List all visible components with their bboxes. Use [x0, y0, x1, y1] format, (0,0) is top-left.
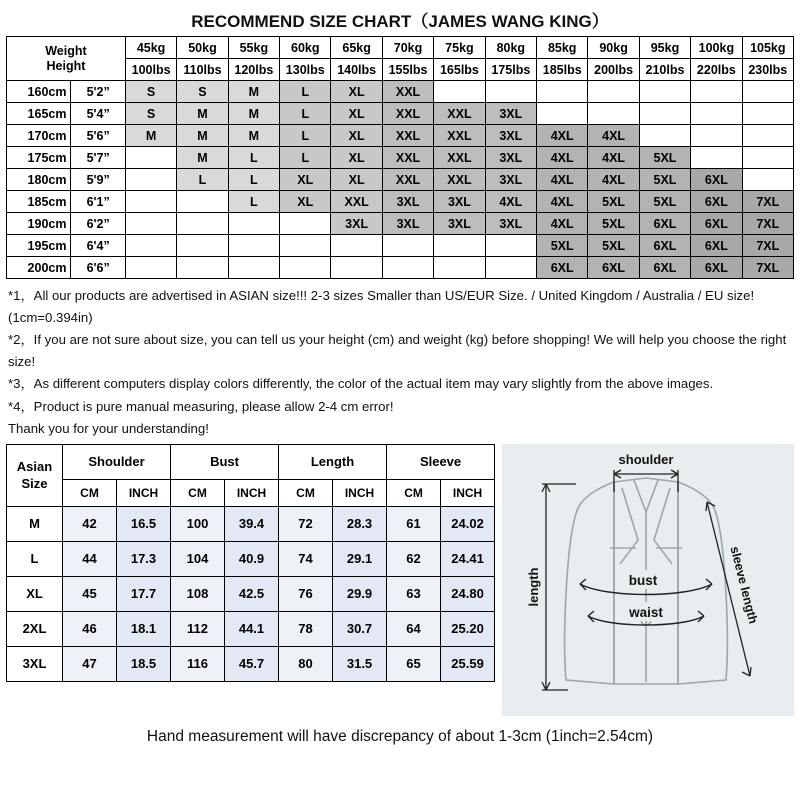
- height-cm: 170cm: [7, 125, 71, 147]
- size-cell: XL: [331, 103, 382, 125]
- measure-value: 42: [63, 506, 117, 541]
- height-ft: 6'6”: [71, 257, 125, 279]
- size-cell: L: [280, 103, 331, 125]
- size-cell: XL: [331, 81, 382, 103]
- measure-value: 108: [171, 576, 225, 611]
- size-cell: L: [280, 81, 331, 103]
- size-cell: 3XL: [382, 191, 433, 213]
- size-cell: 4XL: [537, 169, 588, 191]
- lb-header-10: 210lbs: [639, 59, 690, 81]
- size-cell: 3XL: [485, 125, 536, 147]
- measure-size-label: 2XL: [7, 611, 63, 646]
- size-cell: [228, 257, 279, 279]
- table-row: [7, 81, 794, 103]
- measure-group-bust: Bust: [171, 444, 279, 479]
- corner-weight: Weight: [45, 43, 87, 58]
- measure-value: 42.5: [225, 576, 279, 611]
- measure-value: 45.7: [225, 646, 279, 681]
- size-cell: 6XL: [639, 213, 690, 235]
- size-cell: 6XL: [588, 257, 639, 279]
- size-cell: 3XL: [434, 191, 485, 213]
- height-cm: 200cm: [7, 257, 71, 279]
- size-cell: 4XL: [537, 125, 588, 147]
- kg-header-11: 100kg: [691, 37, 742, 59]
- size-cell: [177, 191, 228, 213]
- size-cell: 3XL: [485, 213, 536, 235]
- jacket-diagram: [502, 444, 794, 716]
- measure-value: 31.5: [333, 646, 387, 681]
- height-ft: 5'6”: [71, 125, 125, 147]
- table-row: [7, 576, 495, 611]
- measure-unit-6: CM: [387, 479, 441, 506]
- size-cell: [280, 235, 331, 257]
- note-thanks: Thank you for your understanding!: [8, 421, 209, 436]
- lb-header-7: 175lbs: [485, 59, 536, 81]
- diagram-bust-label: bust: [628, 572, 658, 588]
- size-cell: [434, 81, 485, 103]
- measure-value: 47: [63, 646, 117, 681]
- height-ft: 5'9”: [71, 169, 125, 191]
- measure-unit-7: INCH: [441, 479, 495, 506]
- height-ft: 5'4”: [71, 103, 125, 125]
- size-cell: [691, 147, 742, 169]
- size-cell: XXL: [434, 169, 485, 191]
- size-cell: [691, 81, 742, 103]
- size-cell: L: [228, 191, 279, 213]
- measure-unit-0: CM: [63, 479, 117, 506]
- size-cell: [434, 257, 485, 279]
- size-cell: XL: [331, 125, 382, 147]
- measure-size-label: XL: [7, 576, 63, 611]
- measure-value: 100: [171, 506, 225, 541]
- table-row: [7, 235, 794, 257]
- size-cell: 3XL: [434, 213, 485, 235]
- size-cell: L: [280, 125, 331, 147]
- size-cell: L: [280, 147, 331, 169]
- size-cell: [742, 103, 793, 125]
- table-row: [7, 541, 495, 576]
- measure-value: 62: [387, 541, 441, 576]
- size-cell: XL: [331, 147, 382, 169]
- height-ft: 5'7”: [71, 147, 125, 169]
- lb-header-9: 200lbs: [588, 59, 639, 81]
- measure-value: 40.9: [225, 541, 279, 576]
- size-cell: XL: [331, 169, 382, 191]
- size-cell: [742, 81, 793, 103]
- measure-unit-3: INCH: [225, 479, 279, 506]
- size-cell: M: [177, 103, 228, 125]
- measure-value: 64: [387, 611, 441, 646]
- lb-header-5: 155lbs: [382, 59, 433, 81]
- measure-value: 17.3: [117, 541, 171, 576]
- lb-header-0: 100lbs: [125, 59, 176, 81]
- height-cm: 190cm: [7, 213, 71, 235]
- size-cell: 4XL: [485, 191, 536, 213]
- size-cell: [434, 235, 485, 257]
- kg-header-1: 50kg: [177, 37, 228, 59]
- size-cell: [537, 103, 588, 125]
- measure-value: 25.59: [441, 646, 495, 681]
- lb-header-1: 110lbs: [177, 59, 228, 81]
- size-cell: XL: [280, 169, 331, 191]
- size-cell: [639, 81, 690, 103]
- size-cell: L: [228, 147, 279, 169]
- size-cell: [742, 169, 793, 191]
- measure-unit-2: CM: [171, 479, 225, 506]
- diagram-waist-label: waist: [629, 604, 663, 620]
- table-row: [7, 611, 495, 646]
- size-cell: 4XL: [537, 213, 588, 235]
- lb-header-4: 140lbs: [331, 59, 382, 81]
- note-4: *4，Product is pure manual measuring, please allow 2-4 cm error!: [8, 398, 394, 414]
- size-cell: [742, 125, 793, 147]
- measure-value: 63: [387, 576, 441, 611]
- size-cell: [125, 257, 176, 279]
- height-ft: 6'1”: [71, 191, 125, 213]
- bottom-section: [0, 444, 800, 722]
- height-cm: 195cm: [7, 235, 71, 257]
- size-cell: M: [125, 125, 176, 147]
- height-cm: 185cm: [7, 191, 71, 213]
- size-cell: XL: [280, 191, 331, 213]
- size-cell: XXL: [434, 147, 485, 169]
- note-3: *3，As different computers display colors differently, the color of the actual item may vary slightly from the above images.: [8, 376, 714, 391]
- size-cell: [485, 257, 536, 279]
- size-cell: S: [125, 81, 176, 103]
- size-cell: [125, 169, 176, 191]
- measure-value: 16.5: [117, 506, 171, 541]
- size-cell: [125, 147, 176, 169]
- height-cm: 180cm: [7, 169, 71, 191]
- kg-header-8: 85kg: [537, 37, 588, 59]
- measure-size-label: M: [7, 506, 63, 541]
- measure-value: 72: [279, 506, 333, 541]
- size-cell: XXL: [382, 125, 433, 147]
- height-ft: 6'2”: [71, 213, 125, 235]
- size-cell: 3XL: [485, 103, 536, 125]
- diagram-shoulder-label: shoulder: [618, 451, 674, 467]
- size-cell: [125, 235, 176, 257]
- height-cm: 175cm: [7, 147, 71, 169]
- lb-header-2: 120lbs: [228, 59, 279, 81]
- table-row: [7, 147, 794, 169]
- table-row: [7, 257, 794, 279]
- size-cell: 5XL: [639, 191, 690, 213]
- table-row: [7, 169, 794, 191]
- size-cell: 6XL: [691, 191, 742, 213]
- measure-group-sleeve: Sleeve: [387, 444, 495, 479]
- size-cell: [177, 213, 228, 235]
- size-cell: [280, 213, 331, 235]
- lb-header-6: 165lbs: [434, 59, 485, 81]
- size-cell: [125, 213, 176, 235]
- measure-value: 39.4: [225, 506, 279, 541]
- size-cell: [485, 235, 536, 257]
- measure-value: 104: [171, 541, 225, 576]
- measure-value: 44: [63, 541, 117, 576]
- page-title: RECOMMEND SIZE CHART（JAMES WANG KING）: [191, 12, 609, 31]
- size-cell: XXL: [331, 191, 382, 213]
- measure-value: 74: [279, 541, 333, 576]
- kg-header-2: 55kg: [228, 37, 279, 59]
- size-cell: 5XL: [537, 235, 588, 257]
- size-cell: 3XL: [485, 169, 536, 191]
- size-cell: [639, 125, 690, 147]
- size-cell: [639, 103, 690, 125]
- size-cell: XXL: [382, 81, 433, 103]
- asian-size-corner: [7, 444, 63, 506]
- size-cell: [382, 235, 433, 257]
- measure-value: 24.80: [441, 576, 495, 611]
- size-cell: [742, 147, 793, 169]
- measure-group-shoulder: Shoulder: [63, 444, 171, 479]
- size-cell: 4XL: [588, 125, 639, 147]
- measure-group-length: Length: [279, 444, 387, 479]
- table-row: [7, 191, 794, 213]
- measure-unit-5: INCH: [333, 479, 387, 506]
- size-cell: 6XL: [691, 257, 742, 279]
- measure-value: 65: [387, 646, 441, 681]
- measurement-table: [6, 444, 495, 682]
- measure-value: 46: [63, 611, 117, 646]
- size-cell: 3XL: [331, 213, 382, 235]
- kg-header-9: 90kg: [588, 37, 639, 59]
- size-cell: [331, 235, 382, 257]
- size-cell: [177, 257, 228, 279]
- notes-block: [0, 279, 800, 440]
- corner-size: Size: [21, 476, 48, 491]
- measure-value: 116: [171, 646, 225, 681]
- table-row: [7, 125, 794, 147]
- size-cell: [485, 81, 536, 103]
- corner-height: Height: [46, 58, 86, 73]
- size-cell: L: [177, 169, 228, 191]
- size-cell: XXL: [434, 103, 485, 125]
- size-cell: 5XL: [588, 191, 639, 213]
- recommend-size-table: [6, 36, 794, 279]
- measure-value: 29.9: [333, 576, 387, 611]
- size-cell: 3XL: [382, 213, 433, 235]
- size-table-kg-header-row: [7, 37, 794, 59]
- size-cell: [331, 257, 382, 279]
- size-cell: 7XL: [742, 213, 793, 235]
- size-cell: M: [177, 125, 228, 147]
- size-cell: 3XL: [485, 147, 536, 169]
- size-cell: XXL: [382, 147, 433, 169]
- size-cell: 4XL: [588, 169, 639, 191]
- size-cell: XXL: [434, 125, 485, 147]
- measure-value: 45: [63, 576, 117, 611]
- measure-value: 18.1: [117, 611, 171, 646]
- size-cell: M: [228, 103, 279, 125]
- kg-header-4: 65kg: [331, 37, 382, 59]
- measure-unit-4: CM: [279, 479, 333, 506]
- measure-value: 61: [387, 506, 441, 541]
- table-row: [7, 506, 495, 541]
- kg-header-3: 60kg: [280, 37, 331, 59]
- measure-value: 17.7: [117, 576, 171, 611]
- kg-header-7: 80kg: [485, 37, 536, 59]
- measure-value: 76: [279, 576, 333, 611]
- lb-header-11: 220lbs: [691, 59, 742, 81]
- jacket-diagram-svg: [502, 444, 794, 716]
- size-cell: [125, 191, 176, 213]
- size-cell: 4XL: [537, 191, 588, 213]
- measure-unit-header-row: [7, 479, 495, 506]
- size-cell: 6XL: [537, 257, 588, 279]
- size-cell: S: [125, 103, 176, 125]
- size-cell: 5XL: [639, 169, 690, 191]
- size-cell: 6XL: [639, 257, 690, 279]
- measure-value: 25.20: [441, 611, 495, 646]
- lb-header-3: 130lbs: [280, 59, 331, 81]
- size-cell: 6XL: [691, 213, 742, 235]
- height-ft: 6'4”: [71, 235, 125, 257]
- size-cell: S: [177, 81, 228, 103]
- height-ft: 5'2”: [71, 81, 125, 103]
- size-cell: [537, 81, 588, 103]
- table-row: [7, 103, 794, 125]
- kg-header-12: 105kg: [742, 37, 793, 59]
- size-cell: [691, 125, 742, 147]
- measure-value: 24.41: [441, 541, 495, 576]
- size-cell: 6XL: [691, 169, 742, 191]
- size-cell: XXL: [382, 169, 433, 191]
- table-row: [7, 213, 794, 235]
- size-cell: 5XL: [588, 213, 639, 235]
- size-cell: M: [228, 125, 279, 147]
- size-cell: 4XL: [588, 147, 639, 169]
- size-cell: XXL: [382, 103, 433, 125]
- kg-header-6: 75kg: [434, 37, 485, 59]
- size-cell: M: [177, 147, 228, 169]
- lb-header-12: 230lbs: [742, 59, 793, 81]
- size-cell: [588, 103, 639, 125]
- measure-value: 78: [279, 611, 333, 646]
- size-cell: 7XL: [742, 257, 793, 279]
- measure-value: 29.1: [333, 541, 387, 576]
- measure-value: 30.7: [333, 611, 387, 646]
- diagram-sleeve-label: sleeve length: [727, 544, 761, 625]
- size-cell: 6XL: [691, 235, 742, 257]
- size-cell: [228, 213, 279, 235]
- size-cell: 7XL: [742, 235, 793, 257]
- note-1: *1，All our products are advertised in ASIAN size!!! 2-3 sizes Smaller than US/EUR Size. / United Kingdom / Australia / EU size! (1cm=0.394in): [8, 288, 755, 325]
- table-row: [7, 646, 495, 681]
- size-cell: M: [228, 81, 279, 103]
- footer-note: Hand measurement will have discrepancy of about 1-3cm (1inch=2.54cm): [146, 727, 654, 745]
- kg-header-5: 70kg: [382, 37, 433, 59]
- weight-height-corner: [7, 37, 126, 81]
- measure-value: 112: [171, 611, 225, 646]
- size-cell: [382, 257, 433, 279]
- measure-size-label: L: [7, 541, 63, 576]
- measure-unit-1: INCH: [117, 479, 171, 506]
- size-cell: 6XL: [639, 235, 690, 257]
- height-cm: 165cm: [7, 103, 71, 125]
- size-cell: [280, 257, 331, 279]
- size-cell: 5XL: [588, 235, 639, 257]
- size-cell: [691, 103, 742, 125]
- kg-header-10: 95kg: [639, 37, 690, 59]
- measure-value: 18.5: [117, 646, 171, 681]
- lb-header-8: 185lbs: [537, 59, 588, 81]
- note-2: *2，If you are not sure about size, you can tell us your height (cm) and weight (kg) before shopping! We will help you choose the right size!: [8, 332, 787, 369]
- measure-value: 28.3: [333, 506, 387, 541]
- height-cm: 160cm: [7, 81, 71, 103]
- measure-value: 44.1: [225, 611, 279, 646]
- size-cell: L: [228, 169, 279, 191]
- measure-group-header-row: [7, 444, 495, 479]
- kg-header-0: 45kg: [125, 37, 176, 59]
- diagram-length-label: length: [526, 567, 541, 606]
- size-cell: 4XL: [537, 147, 588, 169]
- measure-value: 24.02: [441, 506, 495, 541]
- size-cell: [588, 81, 639, 103]
- size-cell: [228, 235, 279, 257]
- measure-value: 80: [279, 646, 333, 681]
- size-table-lb-header-row: [7, 59, 794, 81]
- size-cell: [177, 235, 228, 257]
- size-cell: 7XL: [742, 191, 793, 213]
- size-cell: 5XL: [639, 147, 690, 169]
- measure-size-label: 3XL: [7, 646, 63, 681]
- corner-asian: Asian: [16, 459, 53, 474]
